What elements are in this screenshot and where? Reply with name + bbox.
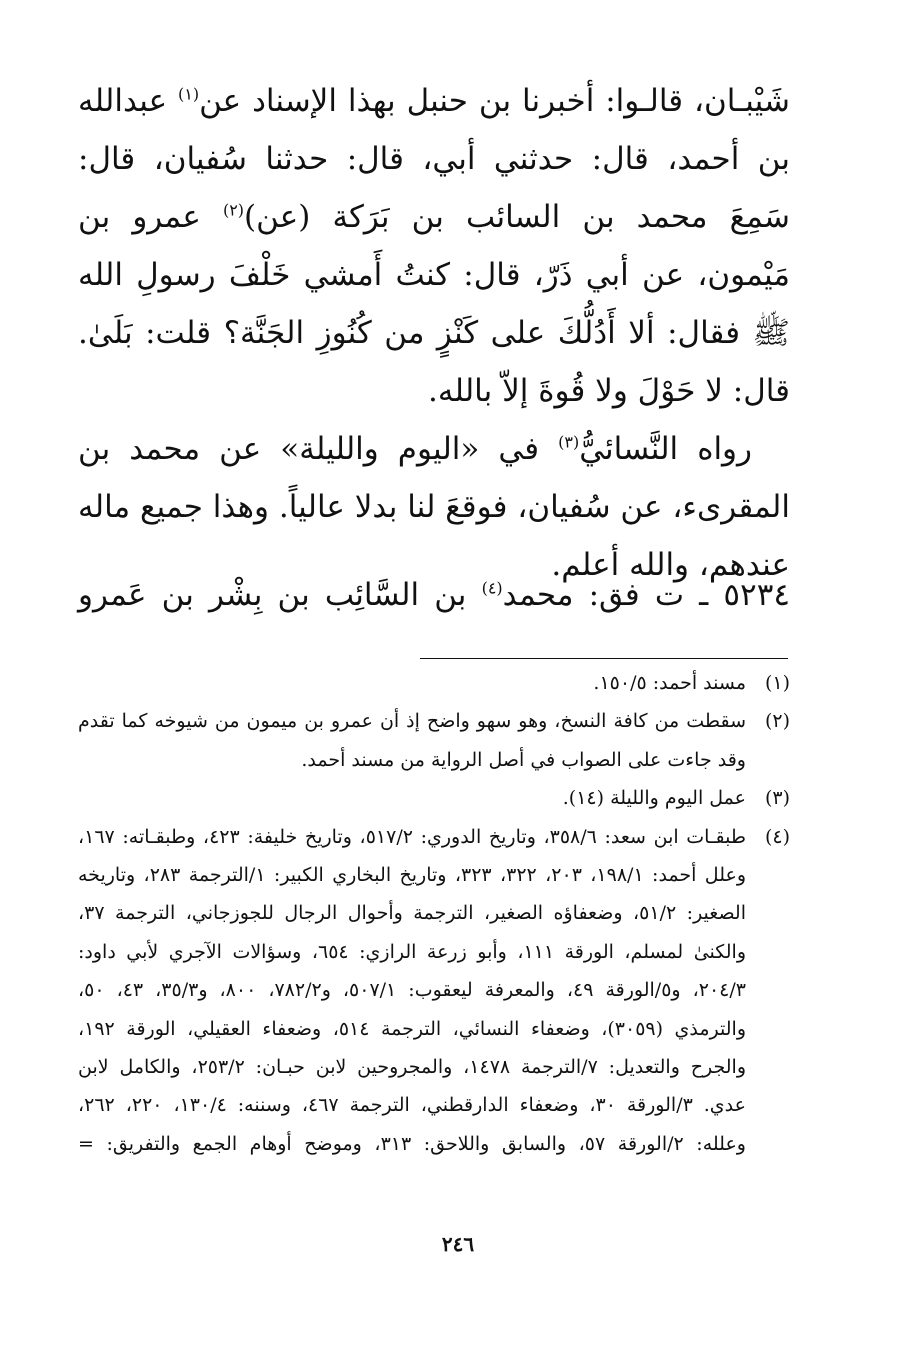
paragraph-text: رواه النَّسائيُّ xyxy=(579,431,752,467)
footnote-item xyxy=(78,779,790,817)
main-text xyxy=(78,72,790,594)
footnote-ref-3: (٣) xyxy=(558,432,580,452)
footnote-text: طبقـات ابن سعد: ٣٥٨/٦، وتاريخ الدوري: ٥١٧/٢، وتاريخ خليفة: ٤٢٣، وطبقـاته: ١٦٧، وعلل أحمد: ١٩٨/١، ٢٠٣، ٣٢٢، ٣٢٣، وتاريخ البخاري الكبير: ١/الترجمة ٢٨٣، وتاريخه الصغير: ٥١/٢، وضعفاؤه الصغير، الترجمة وأحوال الرجال للجوزجاني، الترجمة ٣٧، والكنىٰ لمسلم، الورقة ١١١، وأبو زرعة الرازي: ٦٥٤، وسؤالات الآجري لأبي داود: ٢٠٤/٣، و٥/الورقة ٤٩، والمعرفة ليعقوب: ٥٠٧/١، و٧٨٢/٢، ٨٠٠، و٣٥/٣، ٤٣، ٥٠، والترمذي (٣٠٥٩)، وضعفاء النسائي، الترجمة ٥١٤، وضعفاء العقيلي، الورقة ١٩٢، والجرح والتعديل: ٧/الترجمة ١٤٧٨، والمجروحين لابن حبـان: ٢٥٣/٢، والكامل لابن عدي. ٣/الورقة ٣٠، وضعفاء الدارقطني، الترجمة ٤٦٧، وسننه: ١٣٠/٤، ٢٢٠، ٢٦٢، وعلله: ٢/الورقة ٥٧، والسابق واللاحق: ٣١٣، وموضح أوهام الجمع والتفريق: = xyxy=(78,825,747,1155)
footnotes xyxy=(78,664,790,1163)
footnote-item xyxy=(78,702,790,779)
footnote-ref-2: (٢) xyxy=(222,200,245,220)
footnote-item xyxy=(78,664,790,702)
entry-text: ٥٢٣٤ ـ ت فق: محمد xyxy=(502,577,790,613)
paragraph-text: في «اليوم والليلة» عن محمد بن المقرىء، عن سُفيان، فوقعَ لنا بدلا عالياً. وهذا جميع ماله عندهم، والله أعلم. xyxy=(78,431,790,583)
footnote-number: (٢) xyxy=(764,710,790,733)
footnote-number: (٣) xyxy=(764,787,790,810)
footnote-item xyxy=(78,818,790,1164)
footnote-number: (٤) xyxy=(764,825,790,848)
entry-text: بن السَّائِب بن بِشْر بن عَمرو xyxy=(78,577,482,613)
footnote-ref-1: (١) xyxy=(177,84,200,104)
footnote-text: عمل اليوم والليلة (١٤). xyxy=(562,787,746,810)
paragraph-text: شَيْبـان، قالـوا: أخبرنا بن حنبل بهذا الإسناد عن xyxy=(199,83,790,119)
entry-heading xyxy=(78,566,790,624)
page-number: ٢٤٦ xyxy=(441,1232,475,1256)
footnote-ref-4: (٤) xyxy=(481,578,503,598)
footnote-number: (١) xyxy=(764,672,790,694)
paragraph-hadith xyxy=(78,72,790,420)
paragraph-text: عمرو بن مَيْمون، عن أبي ذَرّ، قال: كنتُ أَمشي خَلْفَ رسولِ الله ﷺ فقال: ألا أَدُلُّكَ على كَنْزٍ من كُنُوزِ الجَنَّة؟ قلت: بَلَىٰ. قال: لا حَوْلَ ولا قُوةَ إلاّ بالله. xyxy=(78,199,790,409)
footnote-text: مسند أحمد: ١٥٠/٥. xyxy=(593,672,746,694)
footnote-divider xyxy=(420,658,788,659)
footnote-text: سقطت من كافة النسخ، وهو سهو واضح إذ أن عمرو بن ميمون من شيوخه كما تقدم وقد جاءت على الصواب في أصل الرواية من مسند أحمد. xyxy=(78,710,746,771)
paragraph-text: عبدالله بن أحمد، قال: حدثني أبي، قال: حدثنا سُفيان، قال: سَمِعَ محمد بن السائب بن بَرَكة (عن) xyxy=(78,83,790,235)
